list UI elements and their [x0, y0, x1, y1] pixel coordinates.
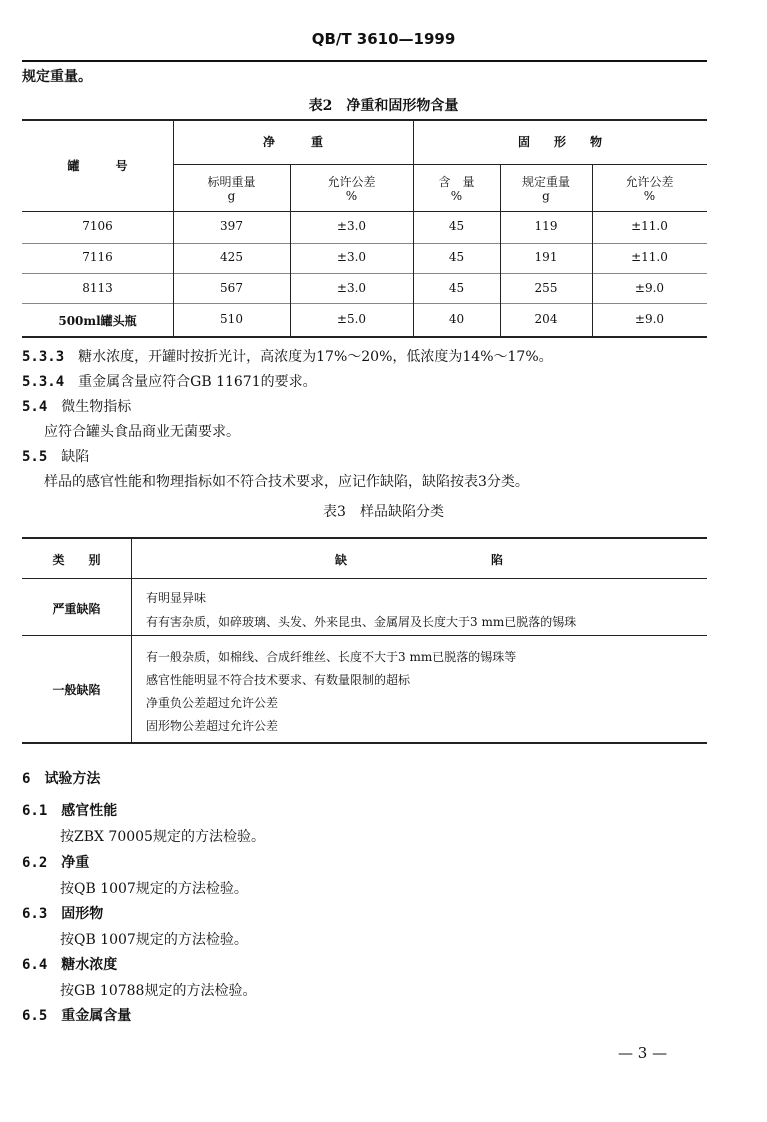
table-cell: 191: [534, 250, 558, 264]
paragraph-text: 糖水浓度，开罐时按折光计，高浓度为17%～20%，低浓度为14%～17%。: [78, 349, 553, 365]
table-cell: 45: [448, 281, 465, 295]
col-tolerance-unit: %: [345, 189, 358, 203]
section-title: 微生物指标: [61, 399, 132, 415]
col-tolerance2-unit: %: [643, 189, 656, 203]
paragraph-5-3-4: [22, 371, 317, 391]
section-title: 糖水浓度: [61, 957, 118, 973]
defect-item: 有明显异味: [146, 591, 207, 605]
table2-row-rule: [22, 303, 707, 304]
table2-caption: 表2 净重和固形物含量: [308, 98, 459, 114]
table3-top-rule: [22, 537, 707, 539]
category-serious: 严重缺陷: [52, 602, 101, 616]
table2-header-rule: [22, 211, 707, 212]
section-6-1-heading: [22, 800, 117, 820]
section-number: 6.4: [22, 957, 48, 973]
section-6-4-body: 按GB 10788规定的方法检验。: [60, 983, 257, 999]
paragraph-text: 重金属含量应符合GB 11671的要求。: [78, 374, 317, 390]
col-category-header: 类 别: [52, 553, 101, 567]
col-tank-header: 罐 号: [67, 159, 128, 173]
table-cell: 40: [448, 312, 465, 326]
section-6-2-heading: [22, 852, 89, 872]
table3-mid-rule: [22, 635, 707, 636]
table-cell: 45: [448, 219, 465, 233]
col-content: 含 量: [438, 175, 475, 189]
section-number: 6: [22, 771, 31, 787]
section-6-5-heading: [22, 1005, 131, 1025]
section-6-3-body: 按QB 1007规定的方法检验。: [60, 932, 248, 948]
defect-item: 有一般杂质，如棉线、合成纤维丝、长度不大于3 mm已脱落的锡珠等: [146, 650, 517, 664]
section-6-4-heading: [22, 954, 117, 974]
section-number: 6.3: [22, 906, 48, 922]
table2-row-rule: [22, 273, 707, 274]
section-number: 5.3.4: [22, 374, 65, 390]
table-cell: ±11.0: [631, 219, 668, 233]
table-cell: ±3.0: [336, 219, 367, 233]
section-title: 缺陷: [61, 449, 90, 465]
section-number: 6.2: [22, 855, 48, 871]
section-title: 净重: [61, 855, 90, 871]
section-number: 6.1: [22, 803, 48, 819]
section-number: 5.5: [22, 449, 48, 465]
col-spec-weight: 规定重量: [521, 175, 570, 189]
header-rule: [22, 60, 707, 62]
table3-caption: 表3 样品缺陷分类: [323, 504, 444, 520]
table-cell: ±3.0: [336, 281, 367, 295]
paragraph-5-3-3: [22, 346, 553, 366]
table-cell: 500ml罐头瓶: [58, 314, 137, 328]
section-6-1-body: 按ZBX 70005规定的方法检验。: [60, 829, 265, 845]
table-cell: ±3.0: [336, 250, 367, 264]
section-title: 固形物: [61, 906, 104, 922]
section-6-3-heading: [22, 903, 103, 923]
section-5-5-body: 样品的感官性能和物理指标如不符合技术要求，应记作缺陷，缺陷按表3分类。: [44, 474, 529, 490]
table2-group-rule: [173, 164, 707, 165]
table-cell: ±5.0: [336, 312, 367, 326]
section-5-4-heading: [22, 396, 131, 416]
section-6-2-body: 按QB 1007规定的方法检验。: [60, 881, 248, 897]
table-cell: ±11.0: [631, 250, 668, 264]
table-cell: 510: [220, 312, 243, 326]
table-cell: 204: [534, 312, 558, 326]
col-group-net-weight: 净 重: [262, 135, 323, 149]
category-general: 一般缺陷: [52, 683, 101, 697]
table3-bottom-rule: [22, 742, 707, 744]
table3-header-rule: [22, 578, 707, 579]
table-cell: 119: [534, 219, 558, 233]
section-number: 6.5: [22, 1008, 48, 1024]
page-number: — 3 —: [618, 1044, 668, 1062]
col-tolerance: 允许公差: [327, 175, 376, 189]
table-cell: ±9.0: [634, 312, 665, 326]
section-5-4-body: 应符合罐头食品商业无菌要求。: [44, 424, 240, 440]
col-defect-header: 缺 陷: [334, 553, 503, 567]
section-6-heading: [22, 768, 100, 788]
table-cell: 397: [220, 219, 243, 233]
section-number: 5.3.3: [22, 349, 65, 365]
table-cell: 45: [448, 250, 465, 264]
col-tolerance2: 允许公差: [625, 175, 674, 189]
section-number: 5.4: [22, 399, 48, 415]
col-group-solids: 固 形 物: [517, 135, 602, 149]
col-label-weight: 标明重量: [207, 175, 256, 189]
table-cell: 7116: [82, 250, 113, 264]
defect-item: 感官性能明显不符合技术要求、有数量限制的超标: [146, 673, 411, 687]
table2-row-rule: [22, 243, 707, 244]
section-title: 重金属含量: [61, 1008, 132, 1024]
defect-item: 净重负公差超过允许公差: [146, 696, 279, 710]
table-cell: ±9.0: [634, 281, 665, 295]
table-cell: 8113: [82, 281, 113, 295]
table-cell: 255: [534, 281, 558, 295]
col-spec-weight-unit: g: [542, 189, 550, 203]
defect-item: 固形物公差超过允许公差: [146, 719, 279, 733]
section-title: 试验方法: [44, 771, 101, 787]
section-title: 感官性能: [61, 803, 118, 819]
table-cell: 7106: [82, 219, 113, 233]
section-5-5-heading: [22, 446, 89, 466]
defect-item: 有有害杂质，如碎玻璃、头发、外来昆虫、金属屑及长度大于3 mm已脱落的锡珠: [146, 615, 577, 629]
table2-top-rule: [22, 119, 707, 121]
standard-number: QB/T 3610—1999: [311, 30, 456, 48]
col-label-weight-unit: g: [227, 189, 236, 203]
table-cell: 567: [220, 281, 243, 295]
intro-line: 规定重量。: [22, 69, 92, 85]
table-cell: 425: [220, 250, 243, 264]
col-content-unit: %: [450, 189, 463, 203]
table2-bottom-rule: [22, 336, 707, 338]
